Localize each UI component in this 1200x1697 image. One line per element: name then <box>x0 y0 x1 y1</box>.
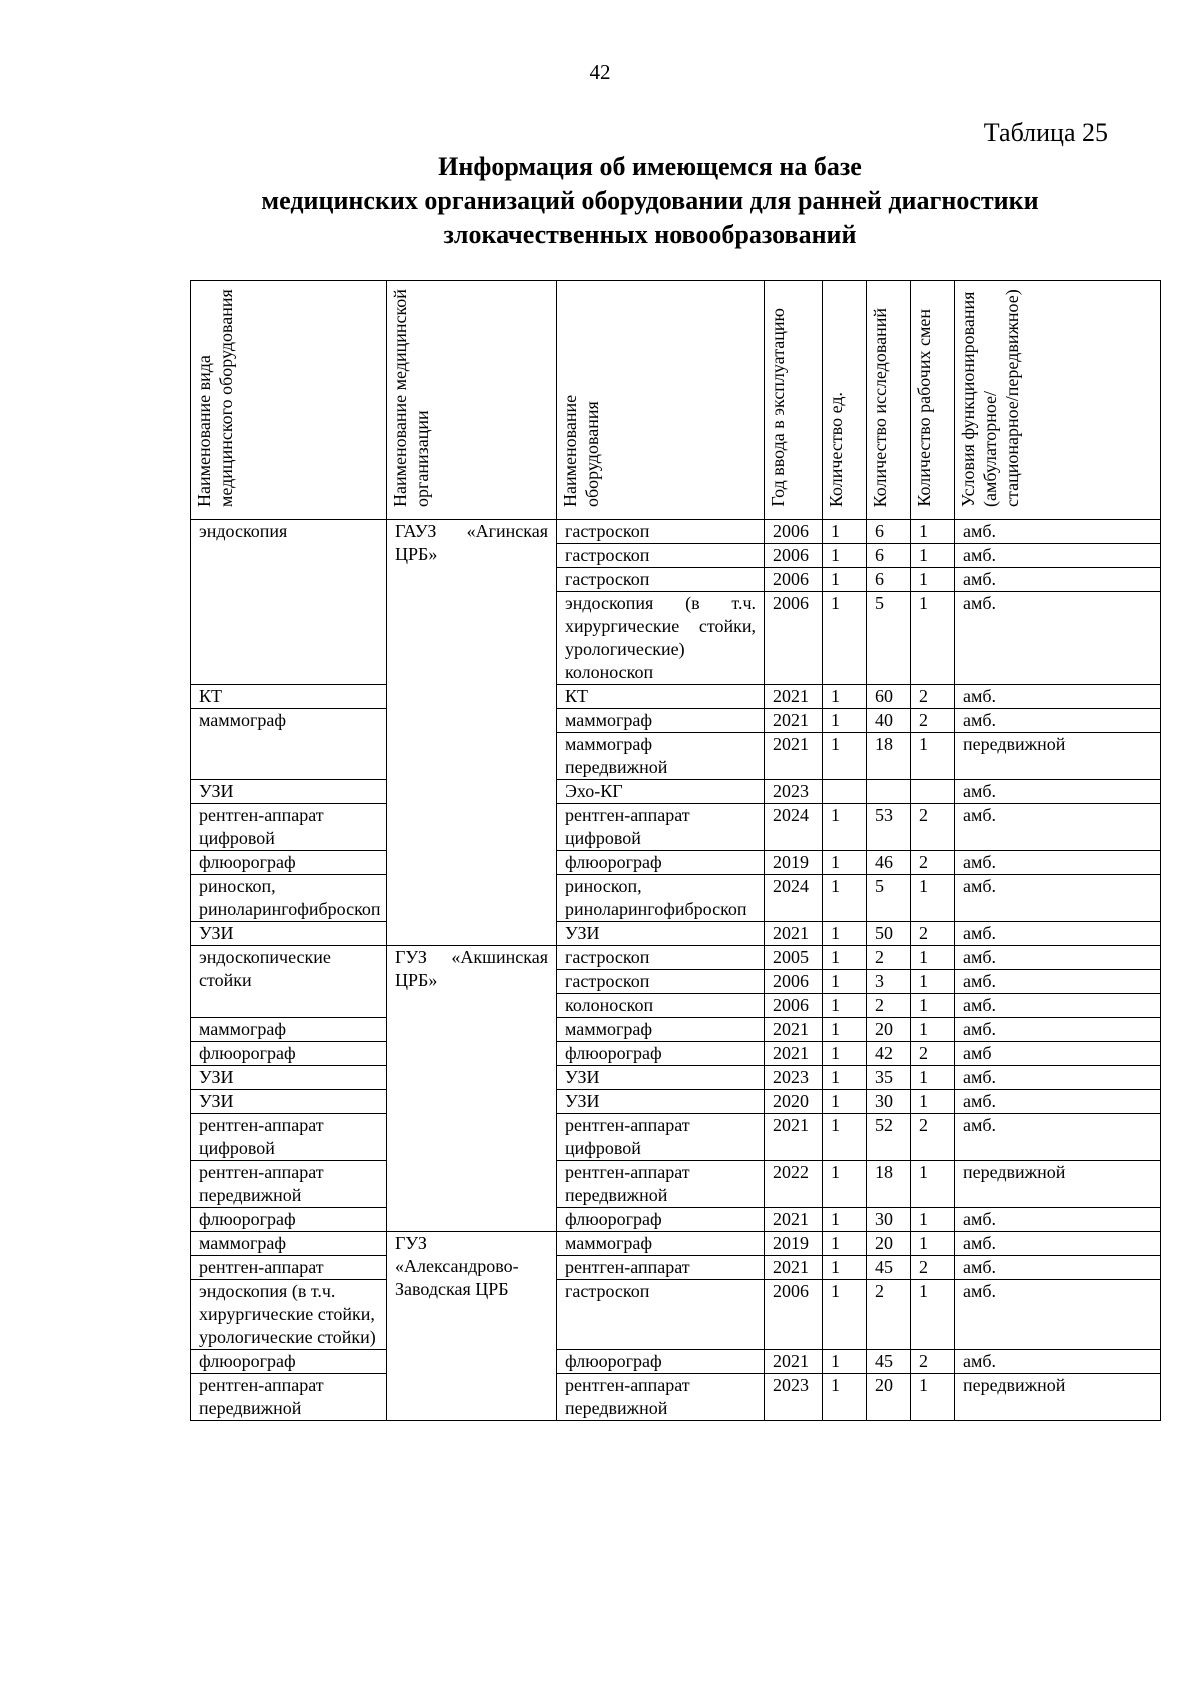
cell-equipment-type: маммограф <box>191 1018 387 1042</box>
cell-count-workplaces: 1 <box>911 1090 955 1114</box>
cell-count-units: 1 <box>823 1280 867 1350</box>
cell-count-units: 1 <box>823 544 867 568</box>
cell-equipment-name: рентген-аппарат передвижной <box>557 1374 765 1421</box>
header-count-units: Количество ед. <box>823 281 867 520</box>
table-row <box>191 804 1161 851</box>
table-row <box>191 1232 1161 1256</box>
cell-count-workplaces: 1 <box>911 1208 955 1232</box>
cell-conditions: амб. <box>955 1114 1161 1161</box>
cell-count-studies: 3 <box>867 970 911 994</box>
cell-conditions: амб. <box>955 544 1161 568</box>
cell-count-workplaces: 1 <box>911 544 955 568</box>
cell-year: 2006 <box>765 544 823 568</box>
cell-count-units: 1 <box>823 922 867 946</box>
cell-equipment-type: риноскоп, риноларингофиброскоп <box>191 875 387 922</box>
cell-equipment-type: флюорограф <box>191 1042 387 1066</box>
table-row <box>191 1208 1161 1232</box>
cell-count-workplaces: 1 <box>911 1018 955 1042</box>
cell-conditions: амб. <box>955 568 1161 592</box>
cell-count-units: 1 <box>823 1374 867 1421</box>
cell-count-units <box>823 780 867 804</box>
table-row <box>191 1280 1161 1350</box>
cell-count-studies: 2 <box>867 1280 911 1350</box>
cell-count-studies: 6 <box>867 520 911 544</box>
cell-count-units: 1 <box>823 733 867 780</box>
cell-count-units: 1 <box>823 875 867 922</box>
cell-count-studies: 45 <box>867 1350 911 1374</box>
cell-equipment-name: Эхо-КГ <box>557 780 765 804</box>
cell-count-studies: 5 <box>867 592 911 685</box>
cell-count-studies: 20 <box>867 1374 911 1421</box>
cell-year: 2006 <box>765 568 823 592</box>
table-row <box>191 709 1161 733</box>
cell-conditions: амб. <box>955 851 1161 875</box>
cell-count-studies: 20 <box>867 1018 911 1042</box>
cell-count-units: 1 <box>823 1232 867 1256</box>
table-row <box>191 1066 1161 1090</box>
cell-count-studies <box>867 780 911 804</box>
cell-count-units: 1 <box>823 1208 867 1232</box>
cell-equipment-type: рентген-аппарат передвижной <box>191 1161 387 1208</box>
cell-count-units: 1 <box>823 1042 867 1066</box>
cell-equipment-name: флюорограф <box>557 851 765 875</box>
cell-count-studies: 30 <box>867 1208 911 1232</box>
cell-equipment-type: УЗИ <box>191 780 387 804</box>
title-line: злокачественных новообразований <box>443 220 857 249</box>
cell-count-studies: 6 <box>867 568 911 592</box>
cell-year: 2021 <box>765 922 823 946</box>
cell-count-studies: 6 <box>867 544 911 568</box>
cell-count-studies: 45 <box>867 1256 911 1280</box>
cell-count-units: 1 <box>823 804 867 851</box>
cell-year: 2022 <box>765 1161 823 1208</box>
cell-count-studies: 35 <box>867 1066 911 1090</box>
cell-count-studies: 42 <box>867 1042 911 1066</box>
table-row <box>191 1090 1161 1114</box>
cell-conditions: амб. <box>955 1350 1161 1374</box>
header-year: Год ввода в эксплуатацию <box>765 281 823 520</box>
cell-count-workplaces: 1 <box>911 592 955 685</box>
table-row <box>191 875 1161 922</box>
cell-equipment-type: флюорограф <box>191 851 387 875</box>
cell-equipment-type: флюорограф <box>191 1208 387 1232</box>
cell-conditions: амб. <box>955 946 1161 970</box>
cell-equipment-name: флюорограф <box>557 1350 765 1374</box>
cell-count-studies: 2 <box>867 994 911 1018</box>
cell-count-studies: 40 <box>867 709 911 733</box>
cell-organization: ГУЗ «Акшинская ЦРБ» <box>387 946 557 1232</box>
cell-equipment-type: УЗИ <box>191 1090 387 1114</box>
cell-count-workplaces <box>911 780 955 804</box>
cell-equipment-name: гастроскоп <box>557 544 765 568</box>
cell-year: 2005 <box>765 946 823 970</box>
cell-count-workplaces: 2 <box>911 1350 955 1374</box>
cell-count-units: 1 <box>823 709 867 733</box>
cell-year: 2006 <box>765 1280 823 1350</box>
cell-count-studies: 50 <box>867 922 911 946</box>
cell-count-units: 1 <box>823 1018 867 1042</box>
cell-count-units: 1 <box>823 1114 867 1161</box>
cell-count-units: 1 <box>823 1256 867 1280</box>
cell-conditions: амб. <box>955 592 1161 685</box>
cell-count-units: 1 <box>823 685 867 709</box>
cell-year: 2006 <box>765 592 823 685</box>
cell-year: 2021 <box>765 1350 823 1374</box>
header-count-studies: Количество исследований <box>867 281 911 520</box>
page-title <box>150 150 1150 252</box>
cell-equipment-name: риноскоп, риноларингофиброскоп <box>557 875 765 922</box>
cell-conditions: амб. <box>955 970 1161 994</box>
cell-conditions: амб. <box>955 1256 1161 1280</box>
cell-year: 2019 <box>765 1232 823 1256</box>
table-row <box>191 1350 1161 1374</box>
cell-count-units: 1 <box>823 1066 867 1090</box>
table-row <box>191 1256 1161 1280</box>
cell-equipment-type: маммограф <box>191 1232 387 1256</box>
cell-year: 2019 <box>765 851 823 875</box>
cell-year: 2006 <box>765 970 823 994</box>
cell-conditions: амб. <box>955 685 1161 709</box>
cell-equipment-type: рентген-аппарат цифровой <box>191 804 387 851</box>
cell-count-units: 1 <box>823 1350 867 1374</box>
cell-count-units: 1 <box>823 970 867 994</box>
cell-count-workplaces: 2 <box>911 1042 955 1066</box>
cell-year: 2023 <box>765 780 823 804</box>
cell-count-workplaces: 2 <box>911 804 955 851</box>
cell-equipment-name: эндоскопия (в т.ч. хирургические стойки, урологические) колоноскоп <box>557 592 765 685</box>
cell-equipment-name: рентген-аппарат цифровой <box>557 804 765 851</box>
cell-count-workplaces: 1 <box>911 1232 955 1256</box>
cell-count-workplaces: 2 <box>911 1256 955 1280</box>
cell-equipment-name: флюорограф <box>557 1208 765 1232</box>
header-equipment-name: Наименование оборудования <box>557 281 765 520</box>
cell-organization: ГАУЗ «Агинская ЦРБ» <box>387 520 557 946</box>
cell-count-studies: 18 <box>867 733 911 780</box>
cell-year: 2021 <box>765 733 823 780</box>
cell-equipment-type: КТ <box>191 685 387 709</box>
cell-count-workplaces: 1 <box>911 520 955 544</box>
table-row <box>191 1374 1161 1421</box>
cell-conditions: амб. <box>955 994 1161 1018</box>
cell-count-workplaces: 1 <box>911 875 955 922</box>
cell-count-workplaces: 1 <box>911 568 955 592</box>
cell-equipment-name: маммограф <box>557 709 765 733</box>
title-line: Информация об имеющемся на базе <box>438 152 862 181</box>
cell-count-workplaces: 1 <box>911 970 955 994</box>
cell-year: 2021 <box>765 1256 823 1280</box>
cell-count-studies: 18 <box>867 1161 911 1208</box>
cell-equipment-type: рентген-аппарат цифровой <box>191 1114 387 1161</box>
cell-conditions: амб. <box>955 1018 1161 1042</box>
cell-conditions: передвижной <box>955 733 1161 780</box>
cell-count-workplaces: 1 <box>911 733 955 780</box>
table-label: Таблица 25 <box>983 118 1108 147</box>
header-equipment-type: Наименование вида медицинского оборудования <box>191 281 387 520</box>
table-row <box>191 946 1161 970</box>
cell-count-units: 1 <box>823 946 867 970</box>
table-body <box>191 520 1161 1421</box>
cell-conditions: передвижной <box>955 1374 1161 1421</box>
cell-conditions: амб. <box>955 1066 1161 1090</box>
cell-equipment-name: гастроскоп <box>557 520 765 544</box>
cell-equipment-name: маммограф <box>557 1232 765 1256</box>
equipment-table <box>190 280 1161 1421</box>
cell-equipment-type: рентген-аппарат <box>191 1256 387 1280</box>
cell-year: 2006 <box>765 520 823 544</box>
header-conditions: Условия функционирования (амбулаторное/стационарное/передвижное) <box>955 281 1161 520</box>
cell-count-studies: 30 <box>867 1090 911 1114</box>
cell-equipment-name: рентген-аппарат <box>557 1256 765 1280</box>
cell-year: 2021 <box>765 685 823 709</box>
cell-count-workplaces: 2 <box>911 1114 955 1161</box>
cell-conditions: амб. <box>955 922 1161 946</box>
cell-year: 2021 <box>765 1042 823 1066</box>
cell-equipment-name: флюорограф <box>557 1042 765 1066</box>
page-number: 42 <box>589 60 611 84</box>
cell-conditions: амб. <box>955 875 1161 922</box>
cell-equipment-name: маммограф передвижной <box>557 733 765 780</box>
table-row <box>191 1114 1161 1161</box>
cell-count-workplaces: 1 <box>911 1161 955 1208</box>
cell-count-units: 1 <box>823 592 867 685</box>
cell-count-workplaces: 1 <box>911 1066 955 1090</box>
cell-equipment-name: УЗИ <box>557 922 765 946</box>
cell-year: 2020 <box>765 1090 823 1114</box>
cell-count-workplaces: 2 <box>911 709 955 733</box>
cell-equipment-name: гастроскоп <box>557 970 765 994</box>
cell-year: 2024 <box>765 804 823 851</box>
cell-count-workplaces: 1 <box>911 946 955 970</box>
cell-equipment-type: рентген-аппарат передвижной <box>191 1374 387 1421</box>
cell-equipment-name: гастроскоп <box>557 1280 765 1350</box>
table-row <box>191 780 1161 804</box>
cell-equipment-name: маммограф <box>557 1018 765 1042</box>
cell-conditions: амб. <box>955 804 1161 851</box>
cell-count-workplaces: 2 <box>911 685 955 709</box>
cell-equipment-type: эндоскопические стойки <box>191 946 387 1018</box>
cell-equipment-name: гастроскоп <box>557 946 765 970</box>
cell-count-studies: 53 <box>867 804 911 851</box>
table-row <box>191 685 1161 709</box>
cell-conditions: амб. <box>955 780 1161 804</box>
cell-equipment-type: УЗИ <box>191 1066 387 1090</box>
table-row <box>191 1042 1161 1066</box>
cell-count-units: 1 <box>823 568 867 592</box>
cell-year: 2021 <box>765 709 823 733</box>
cell-count-units: 1 <box>823 851 867 875</box>
header-organization: Наименование медицинской организации <box>387 281 557 520</box>
cell-year: 2006 <box>765 994 823 1018</box>
cell-conditions: амб. <box>955 1090 1161 1114</box>
cell-count-workplaces: 1 <box>911 1280 955 1350</box>
cell-equipment-name: УЗИ <box>557 1066 765 1090</box>
cell-count-studies: 60 <box>867 685 911 709</box>
cell-year: 2023 <box>765 1066 823 1090</box>
table-row <box>191 922 1161 946</box>
cell-count-workplaces: 1 <box>911 1374 955 1421</box>
cell-count-studies: 2 <box>867 946 911 970</box>
cell-count-units: 1 <box>823 1090 867 1114</box>
cell-equipment-name: колоноскоп <box>557 994 765 1018</box>
table-row <box>191 851 1161 875</box>
cell-conditions: амб <box>955 1042 1161 1066</box>
cell-count-units: 1 <box>823 520 867 544</box>
cell-year: 2021 <box>765 1114 823 1161</box>
cell-conditions: амб. <box>955 1280 1161 1350</box>
cell-organization: ГУЗ «Александрово-Заводская ЦРБ <box>387 1232 557 1421</box>
cell-count-studies: 52 <box>867 1114 911 1161</box>
cell-equipment-name: КТ <box>557 685 765 709</box>
cell-year: 2023 <box>765 1374 823 1421</box>
cell-conditions: амб. <box>955 709 1161 733</box>
cell-year: 2021 <box>765 1018 823 1042</box>
cell-equipment-name: рентген-аппарат цифровой <box>557 1114 765 1161</box>
table-row <box>191 1018 1161 1042</box>
cell-count-workplaces: 2 <box>911 851 955 875</box>
cell-count-workplaces: 1 <box>911 994 955 1018</box>
cell-year: 2024 <box>765 875 823 922</box>
header-count-workplaces: Количество рабочих смен <box>911 281 955 520</box>
cell-count-units: 1 <box>823 994 867 1018</box>
cell-count-workplaces: 2 <box>911 922 955 946</box>
cell-equipment-type: УЗИ <box>191 922 387 946</box>
cell-equipment-name: гастроскоп <box>557 568 765 592</box>
cell-count-studies: 46 <box>867 851 911 875</box>
cell-conditions: передвижной <box>955 1161 1161 1208</box>
cell-count-studies: 5 <box>867 875 911 922</box>
cell-conditions: амб. <box>955 1208 1161 1232</box>
table-row <box>191 520 1161 544</box>
cell-equipment-name: УЗИ <box>557 1090 765 1114</box>
cell-conditions: амб. <box>955 1232 1161 1256</box>
cell-equipment-type: флюорограф <box>191 1350 387 1374</box>
table-header-row <box>191 281 1161 520</box>
cell-conditions: амб. <box>955 520 1161 544</box>
cell-count-units: 1 <box>823 1161 867 1208</box>
cell-equipment-type: маммограф <box>191 709 387 780</box>
cell-equipment-type: эндоскопия (в т.ч. хирургические стойки, урологические стойки) <box>191 1280 387 1350</box>
cell-equipment-name: рентген-аппарат передвижной <box>557 1161 765 1208</box>
title-line: медицинских организаций оборудовании для ранней диагностики <box>261 186 1039 215</box>
table-row <box>191 1161 1161 1208</box>
cell-year: 2021 <box>765 1208 823 1232</box>
cell-count-studies: 20 <box>867 1232 911 1256</box>
cell-equipment-type: эндоскопия <box>191 520 387 685</box>
